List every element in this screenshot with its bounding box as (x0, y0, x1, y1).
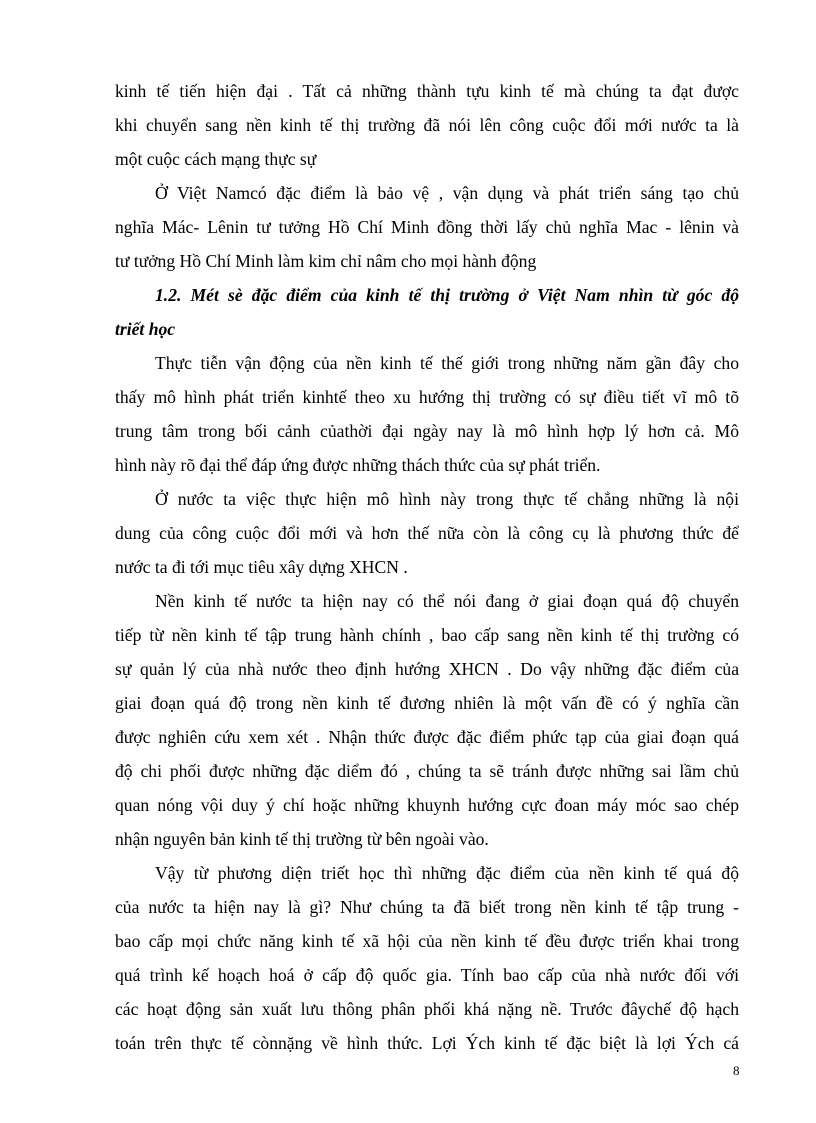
text-line: dung của công cuộc đổi mới và hơn thế nữa còn là công cụ là phương thức để (115, 523, 739, 543)
text-line: Thực tiễn vận động của nền kinh tế thế giới trong những năm gần đây cho (155, 353, 739, 373)
paragraph (115, 584, 739, 856)
text-line: nghĩa Mác- Lênin tư tưởng Hồ Chí Minh đồng thời lấy chủ nghĩa Mac - lênin và (115, 217, 739, 237)
text-line: sự quản lý của nhà nước theo định hướng XHCN . Do vậy những đặc điểm của (115, 659, 739, 679)
text-line: được nghiên cứu xem xét . Nhận thức được đặc điểm phức tạp của giai đoạn quá (115, 727, 739, 747)
text-line: Nền kinh tế nước ta hiện nay có thể nói đang ở giai đoạn quá độ chuyển (155, 591, 739, 611)
text-line: quan nóng vội duy ý chí hoặc những khuynh hướng cực đoan máy móc sao chép (115, 795, 739, 815)
text-line: hình này rõ đại thể đáp ứng được những thách thức của sự phát triển. (115, 455, 601, 475)
text-line: độ chi phối được những đặc diểm đó , chúng ta sẽ tránh được những sai lầm chủ (115, 761, 739, 781)
text-line: Ở Việt Namcó đặc điểm là bảo vệ , vận dụng và phát triển sáng tạo chủ (155, 183, 739, 203)
text-line: khi chuyển sang nền kinh tế thị trường đã nói lên công cuộc đổi mới nước ta là (115, 115, 739, 135)
paragraph (115, 346, 739, 482)
text-line: bao cấp mọi chức năng kinh tế xã hội của nền kinh tế đều được triển khai trong (115, 931, 739, 951)
text-line: Ở nước ta việc thực hiện mô hình này trong thực tế chẳng những là nội (155, 489, 739, 509)
text-line: toán trên thực tế cònnặng về hình thức. Lợi Ých kinh tế đặc biệt là lợi Ých cá (115, 1033, 739, 1053)
text-line: tư tưởng Hồ Chí Minh làm kim chỉ nâm cho mọi hành động (115, 251, 537, 271)
text-line: các hoạt động sản xuất lưu thông phân phối khá nặng nề. Trước đâychế độ hạch (115, 999, 739, 1019)
text-line: một cuộc cách mạng thực sự (115, 149, 317, 169)
section-heading (115, 278, 739, 346)
text-line: tiếp từ nền kinh tế tập trung hành chính , bao cấp sang nền kinh tế thị trường có (115, 625, 739, 645)
paragraph (115, 176, 739, 278)
text-line: Vậy từ phương diện triết học thì những đặc điểm của nền kinh tế quá độ (155, 863, 739, 883)
text-line: 1.2. Mét sè đặc điểm của kinh tế thị trường ở Việt Nam nhìn từ góc độ (155, 285, 739, 305)
text-line: giai đoạn quá độ trong nền kinh tế đương nhiên là một vấn đề có ý nghĩa cần (115, 693, 739, 713)
body-text (115, 74, 739, 1060)
paragraph (115, 482, 739, 584)
paragraph (115, 74, 739, 176)
text-line: nước ta đi tới mục tiêu xây dựng XHCN . (115, 557, 408, 577)
text-line: của nước ta hiện nay là gì? Như chúng ta đã biết trong nền kinh tế tập trung - (115, 897, 739, 917)
text-line: triết học (115, 319, 176, 339)
text-line: trung tâm trong bối cảnh củathời đại ngày nay là mô hình hợp lý hơn cả. Mô (115, 421, 739, 441)
text-line: nhận nguyên bản kinh tế thị trường từ bên ngoài vào. (115, 829, 489, 849)
text-line: thấy mô hình phát triển kinhtế theo xu hướng thị trường có sự điều tiết vĩ mô tõ (115, 387, 739, 407)
text-line: kinh tế tiến hiện đại . Tất cả những thành tựu kinh tế mà chúng ta đạt được (115, 81, 739, 101)
paragraph (115, 856, 739, 1060)
page-number: 8 (733, 1063, 740, 1078)
text-line: quá trình kế hoạch hoá ở cấp độ quốc gia. Tính bao cấp của nhà nước đối với (115, 965, 739, 985)
